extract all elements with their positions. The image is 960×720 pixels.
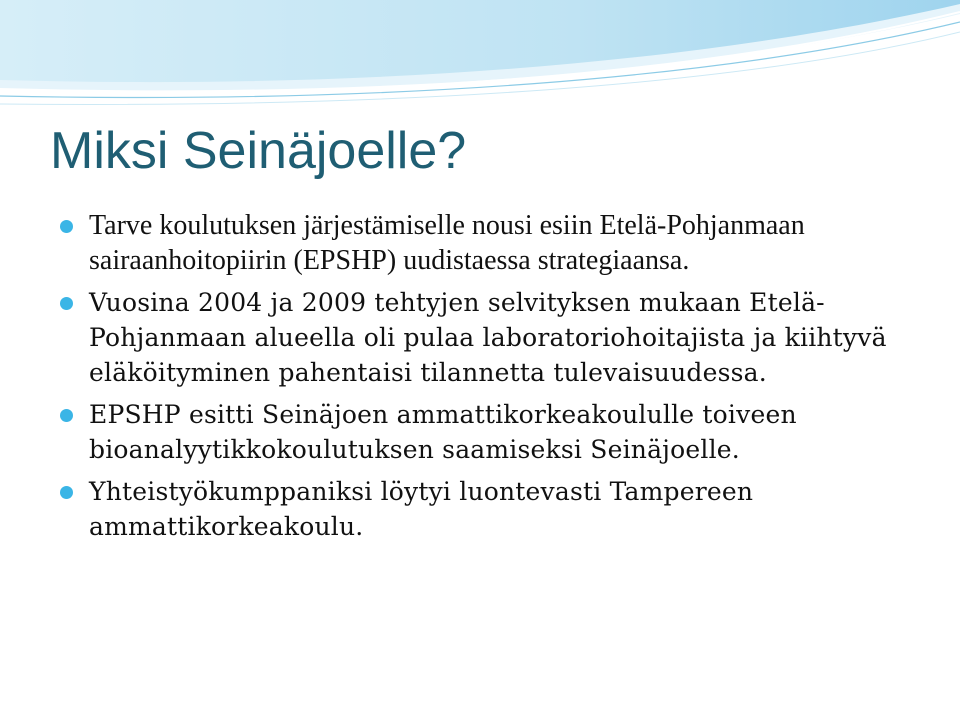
bullet-icon	[60, 297, 73, 310]
header-wave-decoration	[0, 0, 960, 110]
bullet-icon	[60, 220, 73, 233]
bullet-icon	[60, 486, 73, 499]
bullet-item	[60, 474, 940, 544]
bullet-item	[60, 285, 940, 390]
slide-title: Miksi Seinäjoelle?	[50, 122, 467, 180]
bullet-item	[60, 208, 940, 278]
bullet-text: EPSHP esitti Seinäjoen ammattikorkeakoululle toiveen bioanalyytikkokoulutuksen saamiseksi Seinäjoelle.	[89, 400, 797, 464]
bullet-text: Tarve koulutuksen järjestämiselle nousi esiin Etelä-Pohjanmaan sairaanhoitopiirin (EPSHP) uudistaessa strategiaansa.	[89, 210, 805, 276]
bullet-list	[60, 208, 940, 551]
bullet-text: Yhteistyökumppaniksi löytyi luontevasti Tampereen ammattikorkeakoulu.	[89, 477, 754, 541]
bullet-icon	[60, 409, 73, 422]
bullet-text: Vuosina 2004 ja 2009 tehtyjen selvityksen mukaan Etelä-Pohjanmaan alueella oli pulaa laboratoriohoitajista ja kiihtyvä eläköityminen pahentaisi tilannetta tulevaisuudessa.	[89, 288, 887, 387]
bullet-item	[60, 397, 940, 467]
